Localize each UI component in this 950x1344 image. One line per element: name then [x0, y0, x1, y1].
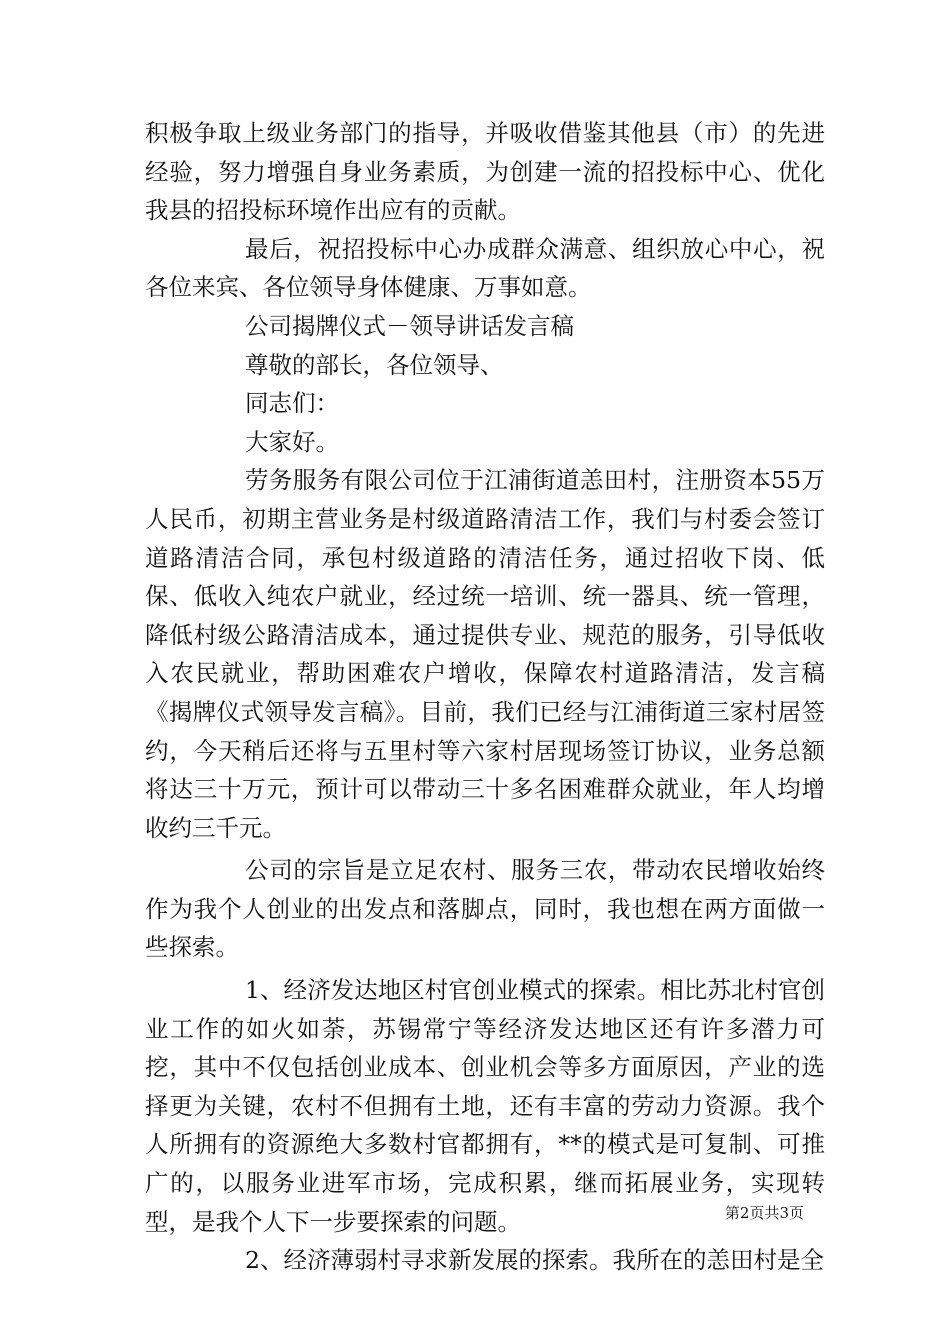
speech-title: 公司揭牌仪式－领导讲话发言稿 [245, 311, 574, 340]
paragraph-company-intro: 劳务服务有限公司位于江浦街道恙田村，注册资本55万人民币，初期主营业务是村级道路清洁工作，我们与村委会签订道路清洁合同，承包村级道路的清洁任务，通过招收下岗、低保、低收入纯农户就业，经过统一培训、统一器具、统一管理，降低村级公路清洁成本，通过提供专业、规范的服务，引导低收入农民就业，帮助困难农户增收，保障农村道路清洁，发言稿《揭牌仪式领导发言稿》。目前，我们已经与江浦街道三家村居签约，今天稍后还将与五里村等六家村居现场签订协议，业务总额将达三十万元，预计可以带动三十多名困难群众就业，年人均增收约三千元。 [145, 466, 825, 842]
paragraph-closing-wishes: 最后，祝招投标中心办成群众满意、组织放心中心，祝各位来宾、各位领导身体健康、万事如意。 [145, 234, 825, 302]
paragraph-continuation: 积极争取上级业务部门的指导，并吸收借鉴其他县（市）的先进经验，努力增强自身业务素质，为创建一流的招投标中心、优化我县的招投标环境作出应有的贡献。 [145, 119, 825, 225]
page-number-footer: 第2页共3页 [724, 1204, 804, 1222]
paragraph-exploration-2: 2、经济薄弱村寻求新发展的探索。我所在的恙田村是全 [245, 1246, 824, 1275]
salutation-line-2: 同志们： [245, 389, 339, 418]
paragraph-company-purpose: 公司的宗旨是立足农村、服务三农，带动农民增收始终作为我个人创业的出发点和落脚点，同时，我也想在两方面做一些探索。 [145, 856, 825, 962]
document-body [145, 114, 825, 1280]
greeting: 大家好。 [245, 427, 339, 456]
salutation-line-1: 尊敬的部长，各位领导、 [245, 350, 504, 379]
paragraph-exploration-1: 1、经济发达地区村官创业模式的探索。相比苏北村官创业工作的如火如荼，苏锡常宁等经济发达地区还有许多潜力可挖，其中不仅包括创业成本、创业机会等多方面原因，产业的选择更为关键，农村不但拥有土地，还有丰富的劳动力资源。我个人所拥有的资源绝大多数村官都拥有，**的模式是可复制、可推广的，以服务业进军市场，完成积累，继而拓展业务，实现转型，是我个人下一步要探索的问题。 [145, 976, 825, 1236]
